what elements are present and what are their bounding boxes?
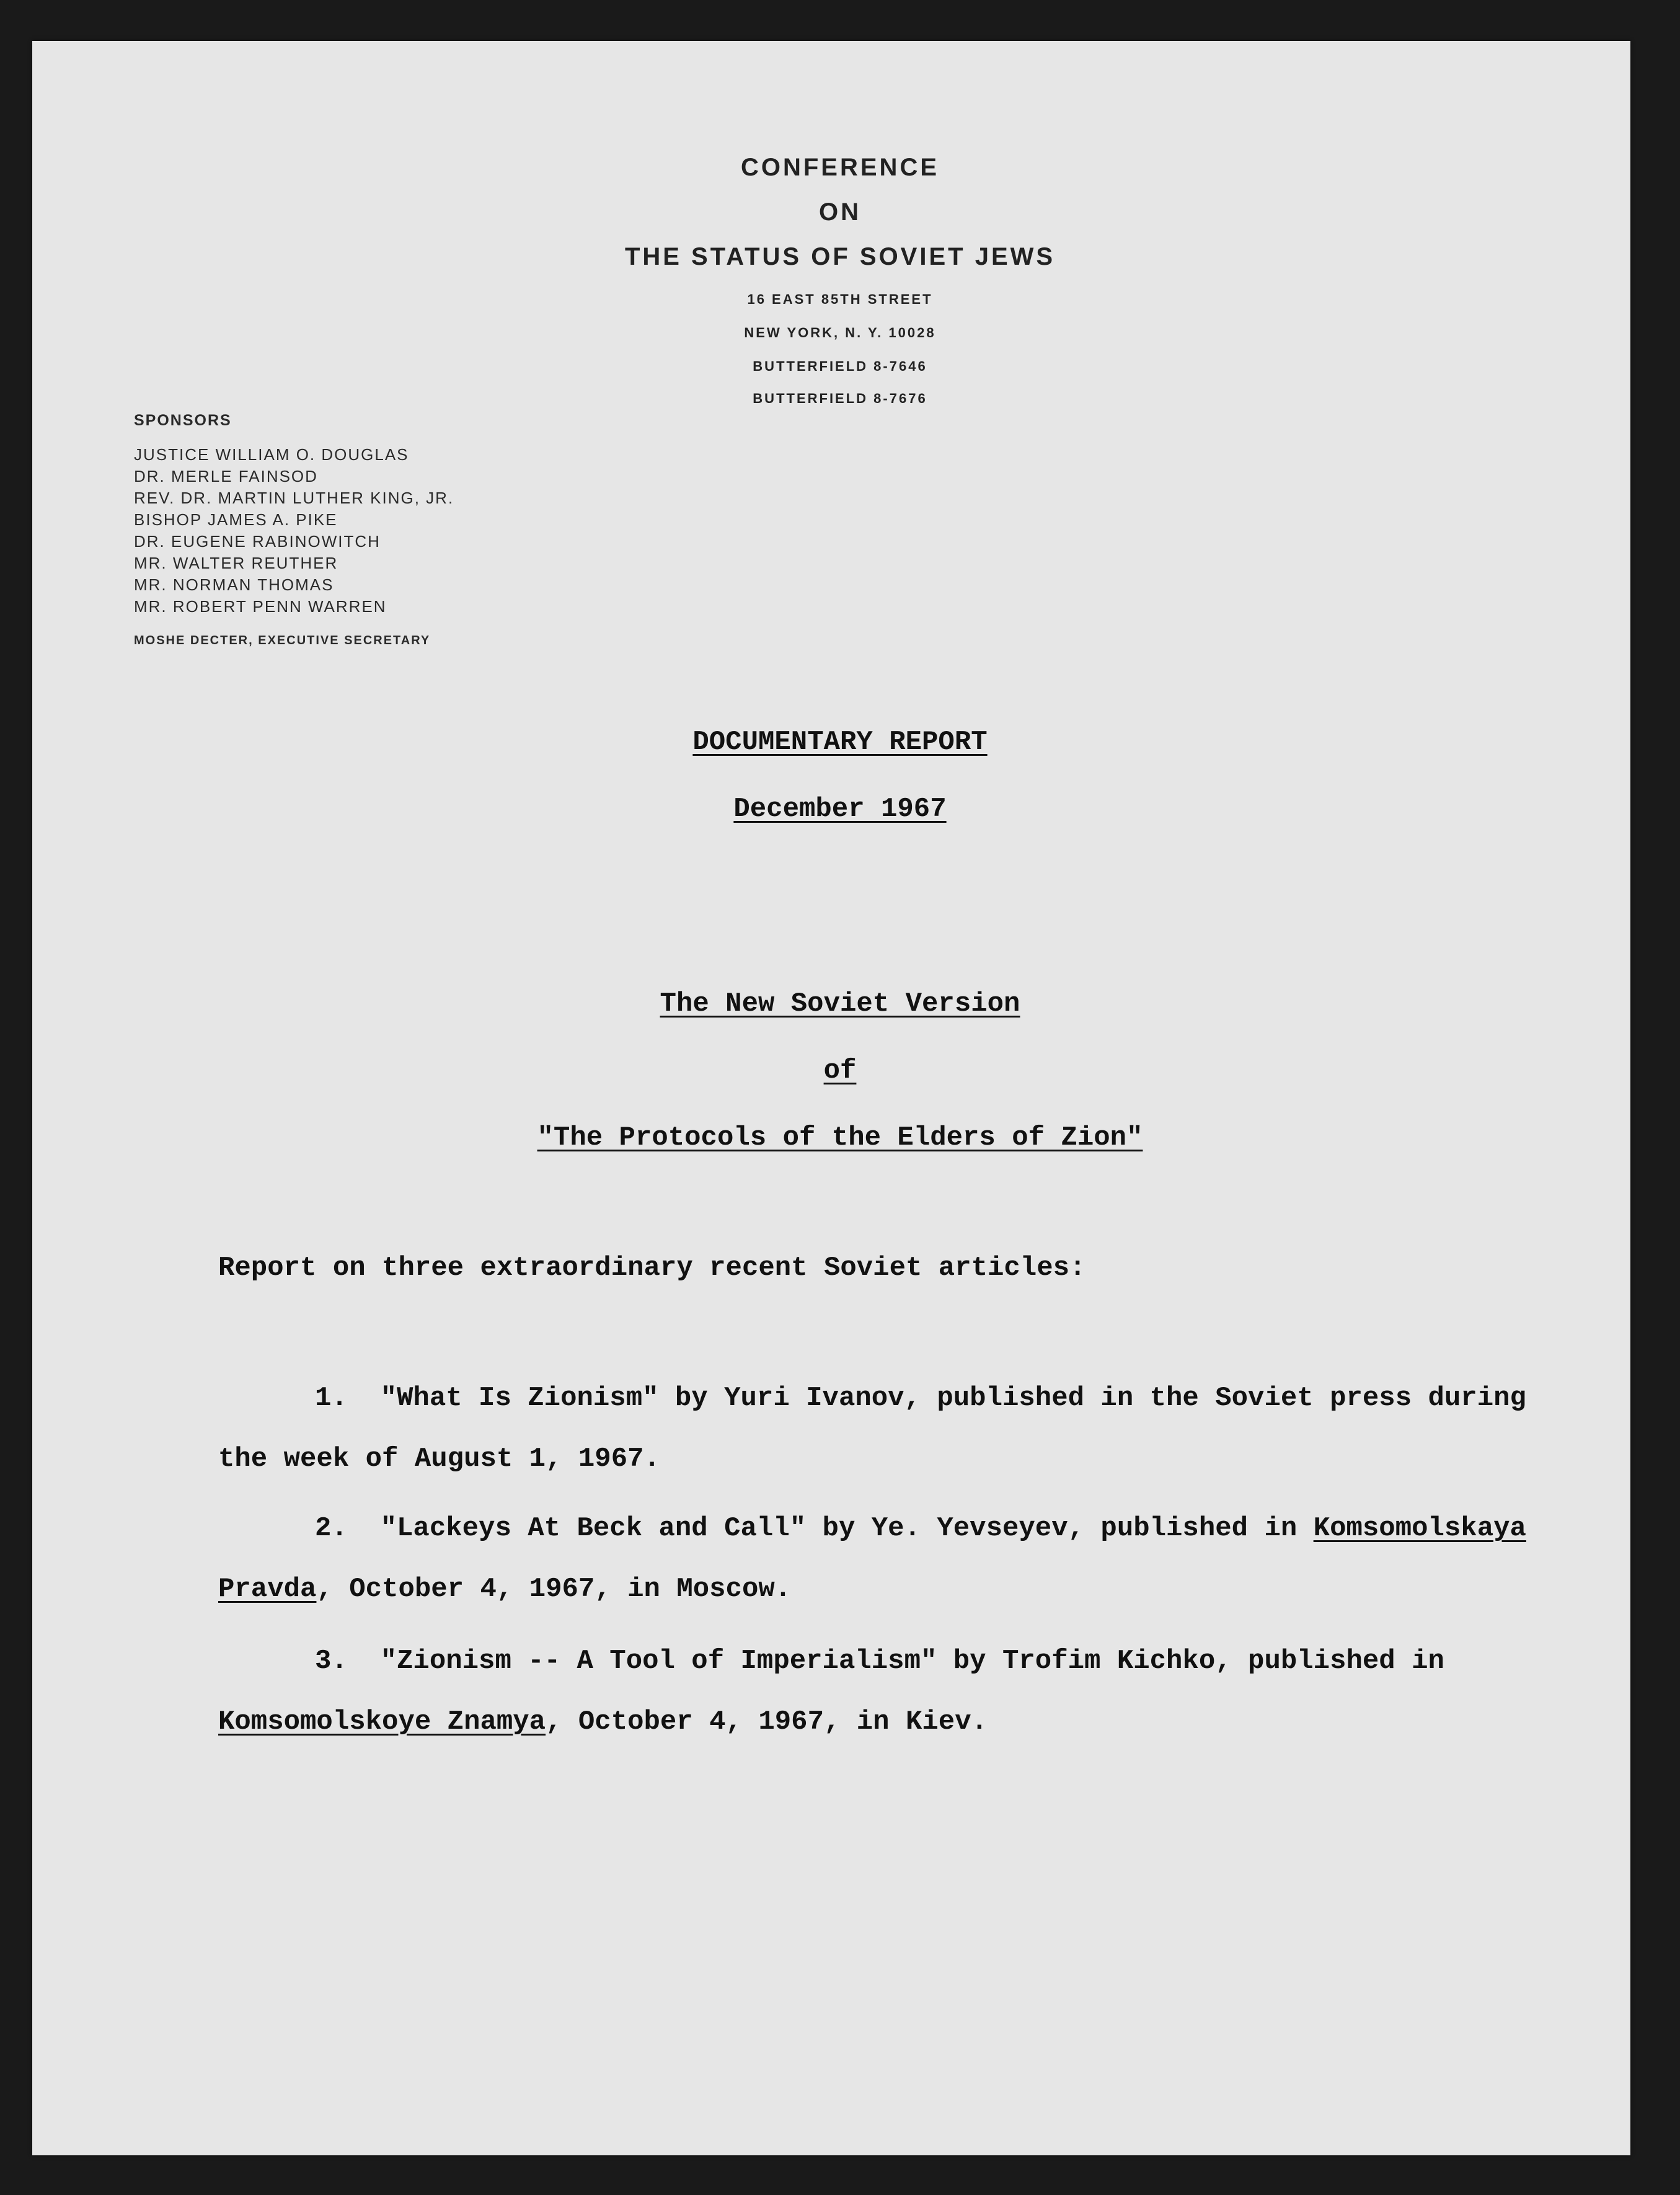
list-item-2-line-2: Pravda, October 4, 1967, in Moscow. [218, 1574, 792, 1605]
list-item-2-line-1: 2. "Lackeys At Beck and Call" by Ye. Yevseyev, published in Komsomolskaya [315, 1513, 1526, 1544]
letterhead-phone-2: BUTTERFIELD 8-7676 [753, 391, 927, 406]
report-title-line-3: "The Protocols of the Elders of Zion" [537, 1122, 1143, 1153]
report-heading: DOCUMENTARY REPORT [692, 727, 988, 758]
list-item-1-line-2: the week of August 1, 1967. [218, 1443, 660, 1474]
letterhead-conference: CONFERENCE [740, 154, 940, 181]
list-item-3-line-2: Komsomolskoye Znamya, October 4, 1967, in Kiev. [218, 1706, 988, 1737]
letterhead-on: ON [819, 198, 861, 226]
sponsor-name: REV. DR. MARTIN LUTHER KING, JR. [134, 489, 454, 507]
report-date: December 1967 [733, 794, 947, 825]
sponsor-name: MR. ROBERT PENN WARREN [134, 597, 387, 616]
letterhead-city: NEW YORK, N. Y. 10028 [744, 325, 936, 340]
letterhead-org-name: THE STATUS OF SOVIET JEWS [624, 243, 1056, 270]
sponsor-name: DR. MERLE FAINSOD [134, 467, 318, 486]
sponsor-name: MR. NORMAN THOMAS [134, 575, 334, 594]
sponsors-heading: SPONSORS [134, 412, 232, 429]
list-item-3-line-1: 3. "Zionism -- A Tool of Imperialism" by Trofim Kichko, published in [315, 1646, 1444, 1677]
list-item-1-line-1: 1. "What Is Zionism" by Yuri Ivanov, published in the Soviet press during [315, 1383, 1526, 1414]
sponsor-name: MR. WALTER REUTHER [134, 554, 338, 572]
letterhead-phone-1: BUTTERFIELD 8-7646 [753, 358, 927, 374]
sponsor-name: BISHOP JAMES A. PIKE [134, 510, 338, 529]
sponsor-name: DR. EUGENE RABINOWITCH [134, 532, 381, 551]
executive-secretary: MOSHE DECTER, EXECUTIVE SECRETARY [134, 634, 431, 647]
letterhead-street: 16 EAST 85TH STREET [747, 291, 933, 307]
report-title-line-1: The New Soviet Version [660, 988, 1020, 1019]
intro-text: Report on three extraordinary recent Soviet articles: [218, 1253, 1086, 1284]
report-title-line-2: of [823, 1055, 857, 1086]
sponsor-name: JUSTICE WILLIAM O. DOUGLAS [134, 445, 409, 464]
